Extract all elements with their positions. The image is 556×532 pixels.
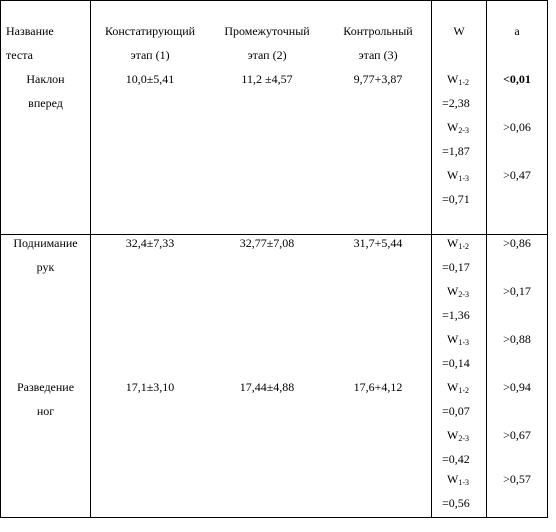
row2-stage3: 31,7+5,44 xyxy=(353,236,403,250)
row2-a23: >0,17 xyxy=(503,284,531,298)
row3-stage1: 17,1±3,10 xyxy=(125,380,175,394)
row2-stage1: 32,4±7,33 xyxy=(125,236,175,250)
row3-name-line2: ног xyxy=(36,404,55,418)
row1-w23: W2-3 xyxy=(447,120,469,135)
row1-stage2: 11,2 ±4,57 xyxy=(241,72,293,86)
row2-w13-value: =0,14 xyxy=(442,356,470,370)
row3-a12: >0,94 xyxy=(503,380,531,394)
header-stage1-line1: Констатирующий xyxy=(104,24,196,38)
row3-w23-value: =0,42 xyxy=(442,452,470,466)
row1-w23-value: =1,87 xyxy=(442,144,470,158)
row2-w12-value: =0,17 xyxy=(442,260,470,274)
row1-w13: W1-3 xyxy=(447,168,469,183)
row2-stage2: 32,77±7,08 xyxy=(239,236,295,250)
row2-w12: W1-2 xyxy=(447,236,469,251)
header-stage1-line2: этап (1) xyxy=(130,48,170,62)
row1-w12-value: =2,38 xyxy=(442,96,470,110)
header-name-line1: Название xyxy=(6,24,54,38)
header-stage3-line2: этап (3) xyxy=(358,48,398,62)
column-divider xyxy=(431,1,432,517)
row2-w23-value: =1,36 xyxy=(442,308,470,322)
row3-a13: >0,57 xyxy=(503,472,531,486)
row2-a13: >0,88 xyxy=(503,332,531,346)
row3-name-line1: Разведение xyxy=(16,380,75,394)
row1-a12: <0,01 xyxy=(503,72,531,86)
row3-w12-value: =0,07 xyxy=(442,404,470,418)
header-w: W xyxy=(453,24,465,38)
row3-w13: W1-3 xyxy=(447,472,469,487)
row1-stage1: 10,0±5,41 xyxy=(125,72,175,86)
header-stage2-line1: Промежуточный xyxy=(224,24,310,38)
row1-name-line2: вперед xyxy=(28,96,63,110)
row1-w13-value: =0,71 xyxy=(442,192,470,206)
row2-w23: W2-3 xyxy=(447,284,469,299)
row1-name-line1: Наклон xyxy=(26,72,65,86)
row3-w12: W1-2 xyxy=(447,380,469,395)
row3-stage2: 17,44±4,88 xyxy=(239,380,295,394)
row1-a23: >0,06 xyxy=(503,120,531,134)
row2-a12: >0,86 xyxy=(503,236,531,250)
row1-w12: W1-2 xyxy=(447,72,469,87)
row1-stage3: 9,77+3,87 xyxy=(353,72,403,86)
header-name-line2: теста xyxy=(6,48,33,62)
row3-w23: W2-3 xyxy=(447,428,469,443)
row3-stage3: 17,6+4,12 xyxy=(353,380,403,394)
row2-w13: W1-3 xyxy=(447,332,469,347)
header-stage2-line2: этап (2) xyxy=(247,48,287,62)
header-a: a xyxy=(514,24,520,38)
header-stage3-line1: Контрольный xyxy=(343,24,413,38)
row1-a13: >0,47 xyxy=(503,168,531,182)
row2-name-line1: Поднимание xyxy=(13,236,78,250)
row2-name-line2: рук xyxy=(36,260,55,274)
row3-a23: >0,67 xyxy=(503,428,531,442)
row3-w13-value: =0,56 xyxy=(442,496,470,510)
